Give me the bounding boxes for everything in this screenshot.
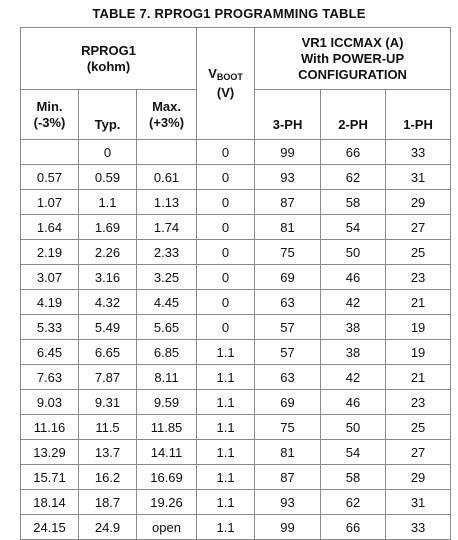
min-cell (21, 140, 79, 165)
2ph-cell: 58 (321, 190, 386, 215)
vboot-cell: 1.1 (197, 490, 255, 515)
typ-cell: 3.16 (79, 265, 137, 290)
table-title: TABLE 7. RPROG1 PROGRAMMING TABLE (92, 6, 366, 21)
min-cell: 3.07 (21, 265, 79, 290)
max-cell: 6.85 (137, 340, 197, 365)
3ph-cell: 63 (255, 290, 321, 315)
3ph-cell: 93 (255, 490, 321, 515)
typ-cell: 11.5 (79, 415, 137, 440)
vboot-cell: 1.1 (197, 465, 255, 490)
table-row (21, 215, 451, 240)
table-row (21, 390, 451, 415)
typ-cell: 9.31 (79, 390, 137, 415)
vboot-cell: 1.1 (197, 340, 255, 365)
1ph-cell: 29 (386, 465, 451, 490)
2ph-cell: 50 (321, 415, 386, 440)
table-row (21, 340, 451, 365)
vboot-cell: 0 (197, 240, 255, 265)
header-row-group (21, 28, 451, 90)
max-cell: 11.85 (137, 415, 197, 440)
1ph-header: 1-PH (386, 90, 451, 140)
max-cell: 2.33 (137, 240, 197, 265)
3ph-cell: 69 (255, 265, 321, 290)
3ph-cell: 75 (255, 240, 321, 265)
3ph-cell: 93 (255, 165, 321, 190)
typ-cell: 2.26 (79, 240, 137, 265)
max-cell: 5.65 (137, 315, 197, 340)
2ph-cell: 50 (321, 240, 386, 265)
max-cell: 8.11 (137, 365, 197, 390)
3ph-cell: 81 (255, 440, 321, 465)
3ph-cell: 81 (255, 215, 321, 240)
vboot-symbol: V (208, 66, 217, 81)
typ-cell: 0.59 (79, 165, 137, 190)
2ph-cell: 46 (321, 265, 386, 290)
2ph-cell: 66 (321, 515, 386, 540)
3ph-header: 3-PH (255, 90, 321, 140)
1ph-cell: 27 (386, 215, 451, 240)
min-cell: 5.33 (21, 315, 79, 340)
typ-cell: 18.7 (79, 490, 137, 515)
typ-cell: 6.65 (79, 340, 137, 365)
min-cell: 13.29 (21, 440, 79, 465)
table-row (21, 240, 451, 265)
2ph-cell: 42 (321, 290, 386, 315)
max-header: Max. (+3%) (137, 90, 197, 140)
2ph-header: 2-PH (321, 90, 386, 140)
typ-cell: 7.87 (79, 365, 137, 390)
3ph-cell: 69 (255, 390, 321, 415)
typ-cell: 0 (79, 140, 137, 165)
rprog1-programming-table (20, 27, 451, 540)
3ph-cell: 57 (255, 315, 321, 340)
vboot-cell: 1.1 (197, 365, 255, 390)
max-cell: 14.11 (137, 440, 197, 465)
table-row (21, 415, 451, 440)
min-cell: 1.07 (21, 190, 79, 215)
typ-cell: 4.32 (79, 290, 137, 315)
vboot-cell: 0 (197, 215, 255, 240)
typ-cell: 24.9 (79, 515, 137, 540)
3ph-cell: 87 (255, 190, 321, 215)
vboot-cell: 1.1 (197, 515, 255, 540)
table-row (21, 165, 451, 190)
vboot-cell: 0 (197, 290, 255, 315)
table-row (21, 365, 451, 390)
vr1-iccmax-group-header: VR1 ICCMAX (A) With POWER-UP CONFIGURATION (255, 28, 451, 90)
vboot-cell: 0 (197, 315, 255, 340)
min-cell: 0.57 (21, 165, 79, 190)
3ph-cell: 57 (255, 340, 321, 365)
vboot-cell: 0 (197, 165, 255, 190)
1ph-cell: 23 (386, 265, 451, 290)
table-row (21, 315, 451, 340)
table-row (21, 290, 451, 315)
2ph-cell: 66 (321, 140, 386, 165)
2ph-cell: 38 (321, 315, 386, 340)
rprog1-group-header: RPROG1 (kohm) (21, 28, 197, 90)
max-cell: 19.26 (137, 490, 197, 515)
3ph-cell: 99 (255, 140, 321, 165)
table-row (21, 515, 451, 540)
3ph-cell: 63 (255, 365, 321, 390)
max-cell: 1.13 (137, 190, 197, 215)
2ph-cell: 46 (321, 390, 386, 415)
1ph-cell: 23 (386, 390, 451, 415)
table-row (21, 440, 451, 465)
typ-cell: 5.49 (79, 315, 137, 340)
min-cell: 6.45 (21, 340, 79, 365)
1ph-cell: 29 (386, 190, 451, 215)
min-cell: 2.19 (21, 240, 79, 265)
typ-cell: 13.7 (79, 440, 137, 465)
3ph-cell: 87 (255, 465, 321, 490)
min-cell: 9.03 (21, 390, 79, 415)
max-cell: open (137, 515, 197, 540)
typ-cell: 16.2 (79, 465, 137, 490)
1ph-cell: 31 (386, 165, 451, 190)
vboot-cell: 1.1 (197, 415, 255, 440)
table-row (21, 140, 451, 165)
1ph-cell: 19 (386, 340, 451, 365)
max-cell (137, 140, 197, 165)
3ph-cell: 75 (255, 415, 321, 440)
min-cell: 24.15 (21, 515, 79, 540)
vboot-cell: 0 (197, 140, 255, 165)
min-header: Min. (-3%) (21, 90, 79, 140)
2ph-cell: 38 (321, 340, 386, 365)
max-cell: 0.61 (137, 165, 197, 190)
3ph-cell: 99 (255, 515, 321, 540)
min-cell: 11.16 (21, 415, 79, 440)
1ph-cell: 33 (386, 515, 451, 540)
1ph-cell: 33 (386, 140, 451, 165)
table-row (21, 265, 451, 290)
vboot-unit: (V) (216, 85, 235, 100)
1ph-cell: 21 (386, 290, 451, 315)
min-cell: 1.64 (21, 215, 79, 240)
table-row (21, 465, 451, 490)
table-row (21, 190, 451, 215)
max-cell: 4.45 (137, 290, 197, 315)
max-cell: 16.69 (137, 465, 197, 490)
2ph-cell: 62 (321, 165, 386, 190)
2ph-cell: 42 (321, 365, 386, 390)
1ph-cell: 19 (386, 315, 451, 340)
typ-cell: 1.69 (79, 215, 137, 240)
max-cell: 9.59 (137, 390, 197, 415)
2ph-cell: 62 (321, 490, 386, 515)
2ph-cell: 54 (321, 215, 386, 240)
vboot-cell: 0 (197, 265, 255, 290)
2ph-cell: 58 (321, 465, 386, 490)
typ-header: Typ. (79, 90, 137, 140)
1ph-cell: 21 (386, 365, 451, 390)
1ph-cell: 31 (386, 490, 451, 515)
vboot-cell: 0 (197, 190, 255, 215)
min-cell: 7.63 (21, 365, 79, 390)
typ-cell: 1.1 (79, 190, 137, 215)
max-cell: 3.25 (137, 265, 197, 290)
max-cell: 1.74 (137, 215, 197, 240)
vboot-cell: 1.1 (197, 440, 255, 465)
min-cell: 4.19 (21, 290, 79, 315)
vboot-subscript: BOOT (216, 72, 243, 82)
vboot-cell: 1.1 (197, 390, 255, 415)
1ph-cell: 25 (386, 415, 451, 440)
1ph-cell: 27 (386, 440, 451, 465)
table-body (21, 140, 451, 540)
1ph-cell: 25 (386, 240, 451, 265)
vboot-header (197, 28, 255, 140)
2ph-cell: 54 (321, 440, 386, 465)
table-row (21, 490, 451, 515)
min-cell: 15.71 (21, 465, 79, 490)
min-cell: 18.14 (21, 490, 79, 515)
